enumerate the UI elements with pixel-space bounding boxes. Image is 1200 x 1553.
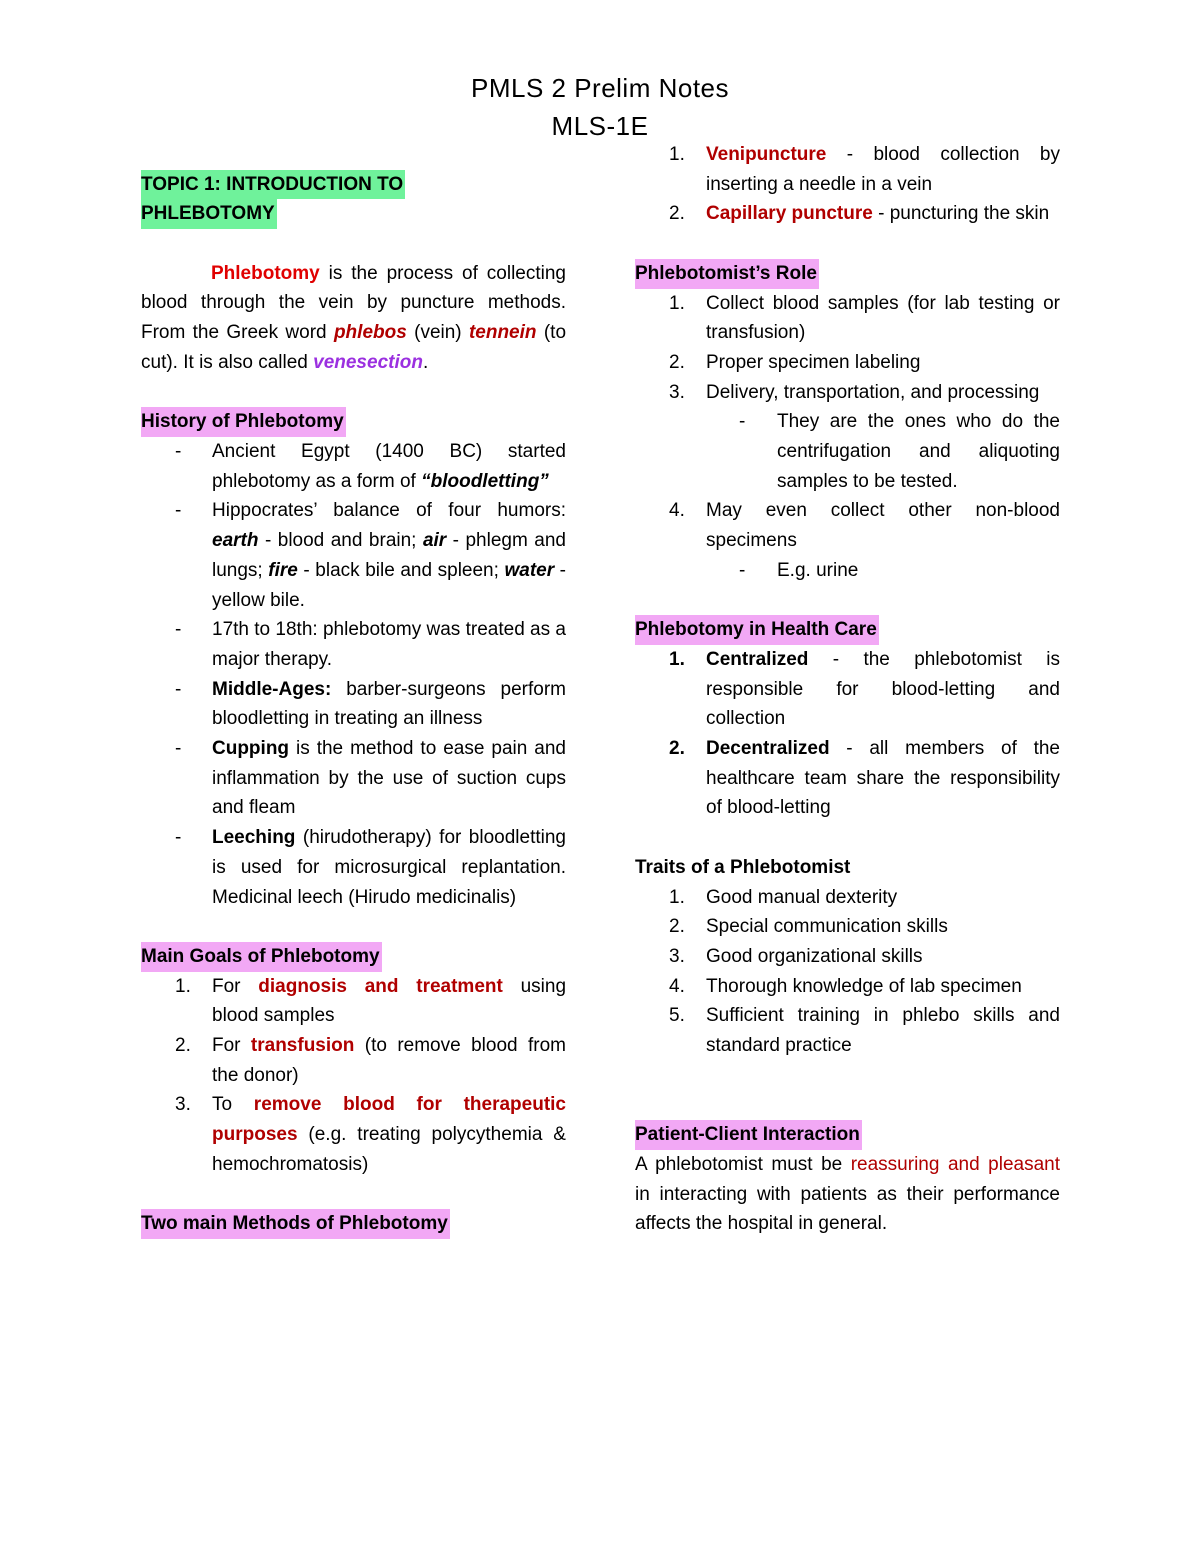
list-item: [141, 734, 566, 823]
item-text: For: [212, 1035, 251, 1057]
list-item: [141, 823, 566, 912]
item-emphasis: reassuring and pleasant: [850, 1153, 1060, 1175]
list-marker: -: [175, 678, 182, 700]
list-marker: 2.: [669, 916, 685, 938]
list-marker: 1.: [669, 292, 685, 314]
item-text: - phlegm and lungs;: [212, 530, 566, 581]
methods-heading: Two main Methods of Phlebotomy: [141, 1209, 450, 1239]
intro-text-2: (vein): [406, 322, 469, 344]
list-item: [141, 675, 566, 734]
intro-text-1: is the process of collecting blood through the vein by puncture methods. From the Greek word: [141, 262, 566, 344]
item-text: E.g. urine: [777, 559, 859, 581]
list-marker: 1.: [669, 144, 685, 165]
item-text: - yellow bile.: [212, 559, 567, 611]
item-text: is the method to ease pain and inflammation by the use of suction cups and fleam: [212, 738, 566, 819]
list-marker: 2.: [175, 1035, 191, 1057]
list-item: [141, 972, 566, 1031]
item-emphasis: Venipuncture: [706, 144, 827, 165]
item-emphasis: Middle-Ages:: [212, 678, 332, 700]
list-marker: 3.: [669, 945, 685, 967]
item-emphasis: Decentralized: [706, 738, 830, 760]
item-emphasis: Capillary puncture: [706, 203, 873, 225]
page-title: PMLS 2 Prelim Notes: [470, 73, 730, 103]
item-text: barber-surgeons perform bloodletting in treating an illness: [212, 678, 566, 730]
item-text: For: [212, 975, 259, 997]
item-text: - the phlebotomist is responsible for blood-letting and collection: [706, 648, 1060, 730]
item-text: Sufficient training in phlebo skills and standard practice: [706, 1005, 1060, 1057]
intro-word-phlebos: phlebos: [333, 322, 407, 344]
intro-word-tennein: tennein: [468, 322, 537, 344]
list-item: [635, 1001, 1060, 1060]
item-emphasis: diagnosis and treatment: [258, 975, 503, 997]
list-item: [635, 496, 1060, 555]
list-item: [635, 972, 1060, 1002]
item-text: - puncturing the skin: [872, 203, 1050, 225]
humor-fire: fire: [268, 559, 298, 581]
item-text: (e.g. treating polycythemia & hemochromatosis): [212, 1124, 566, 1175]
role-heading: Phlebotomist’s Role: [635, 259, 819, 289]
list-marker: 3.: [175, 1094, 191, 1116]
humor-water: water: [504, 559, 555, 581]
item-text: Good manual dexterity: [706, 886, 898, 908]
list-marker: -: [739, 411, 746, 433]
item-emphasis: Leeching: [212, 827, 296, 849]
list-item: [141, 1090, 566, 1179]
list-marker: -: [739, 559, 746, 581]
list-item: [635, 199, 1060, 229]
item-text: - all members of the healthcare team share the responsibility of blood-letting: [706, 738, 1060, 819]
intro-text-3: (to cut). It is also called: [141, 322, 567, 373]
list-item: [141, 496, 566, 615]
interaction-paragraph: [635, 1150, 1060, 1239]
item-text: Good organizational skills: [706, 945, 923, 967]
list-item: [141, 437, 566, 496]
item-emphasis: transfusion: [250, 1035, 355, 1057]
list-marker: -: [175, 500, 182, 522]
item-text: - blood collection by inserting a needle in a vein: [706, 144, 1060, 195]
traits-heading: Traits of a Phlebotomist: [635, 856, 851, 878]
item-text: Collect blood samples (for lab testing or transfusion): [706, 292, 1060, 344]
humor-air: air: [422, 530, 447, 552]
page-subtitle: MLS-1E: [551, 111, 649, 141]
item-emphasis: Cupping: [212, 738, 290, 760]
intro-text-4: .: [422, 351, 429, 373]
list-item: [635, 734, 1060, 823]
item-text: They are the ones who do the centrifugation and aliquoting samples to be tested.: [777, 411, 1060, 492]
list-marker: 1.: [669, 886, 685, 908]
item-text: A phlebotomist must be: [635, 1153, 851, 1175]
sub-list-item: [635, 407, 1060, 496]
list-marker: 4.: [669, 975, 685, 997]
item-text: 17th to 18th: phlebotomy was treated as a major therapy.: [212, 619, 566, 670]
sub-list-item: [635, 556, 1060, 586]
item-text: May even collect other non-blood specimens: [706, 500, 1060, 552]
interaction-heading: Patient-Client Interaction: [635, 1120, 862, 1150]
healthcare-heading: Phlebotomy in Health Care: [635, 615, 879, 645]
list-item: [141, 615, 566, 674]
item-text: To: [212, 1094, 254, 1116]
list-item: [635, 645, 1060, 734]
list-marker: 1.: [175, 975, 191, 997]
item-text: (to remove blood from the donor): [212, 1035, 566, 1086]
list-item: [635, 140, 1060, 199]
item-text: in interacting with patients as their performance affects the hospital in general.: [635, 1183, 1060, 1235]
list-marker: 2.: [669, 203, 685, 225]
intro-word-venesection: venesection: [313, 351, 423, 373]
list-item: [635, 912, 1060, 942]
list-marker: 5.: [669, 1005, 685, 1027]
list-item: [635, 378, 1060, 408]
item-text: (hirudotherapy) for bloodletting is used for microsurgical replantation. Medicinal leech (Hirudo medicinalis): [212, 827, 566, 908]
list-marker: -: [175, 827, 182, 849]
item-text: Delivery, transportation, and processing: [706, 381, 1040, 403]
goals-heading: Main Goals of Phlebotomy: [141, 942, 382, 972]
humor-earth: earth: [212, 530, 259, 552]
list-marker: 2.: [669, 351, 685, 373]
list-marker: -: [175, 619, 182, 641]
list-marker: -: [175, 440, 182, 462]
intro-term: Phlebotomy: [211, 262, 320, 284]
list-marker: -: [175, 738, 182, 760]
list-marker: 4.: [669, 500, 685, 522]
item-emphasis: Centralized: [706, 648, 809, 670]
item-text: - black bile and spleen;: [297, 559, 505, 581]
list-item: [635, 883, 1060, 913]
right-column: [635, 140, 1060, 1239]
item-text: Special communication skills: [706, 916, 948, 938]
item-text: Proper specimen labeling: [706, 351, 921, 373]
list-marker: 2.: [669, 738, 685, 760]
left-column: [141, 140, 566, 1239]
list-marker: 3.: [669, 381, 685, 403]
intro-paragraph: [141, 259, 566, 378]
item-emphasis: remove blood for therapeutic purposes: [212, 1094, 566, 1146]
item-text: Thorough knowledge of lab specimen: [706, 975, 1022, 997]
list-item: [635, 289, 1060, 348]
item-text: Hippocrates’ balance of four humors:: [212, 500, 566, 522]
list-marker: 1.: [669, 648, 685, 670]
history-heading: History of Phlebotomy: [141, 407, 346, 437]
list-item: [635, 942, 1060, 972]
list-item: [141, 1031, 566, 1090]
topic-heading-line1: TOPIC 1: INTRODUCTION TO: [141, 170, 405, 200]
item-text: Ancient Egypt (1400 BC) started phlebotomy as a form of: [212, 440, 566, 492]
item-text: - blood and brain;: [258, 530, 423, 552]
list-item: [635, 348, 1060, 378]
item-text: using blood samples: [212, 975, 567, 1027]
item-emphasis: “bloodletting”: [421, 470, 549, 492]
topic-heading-line2: PHLEBOTOMY: [141, 199, 277, 229]
